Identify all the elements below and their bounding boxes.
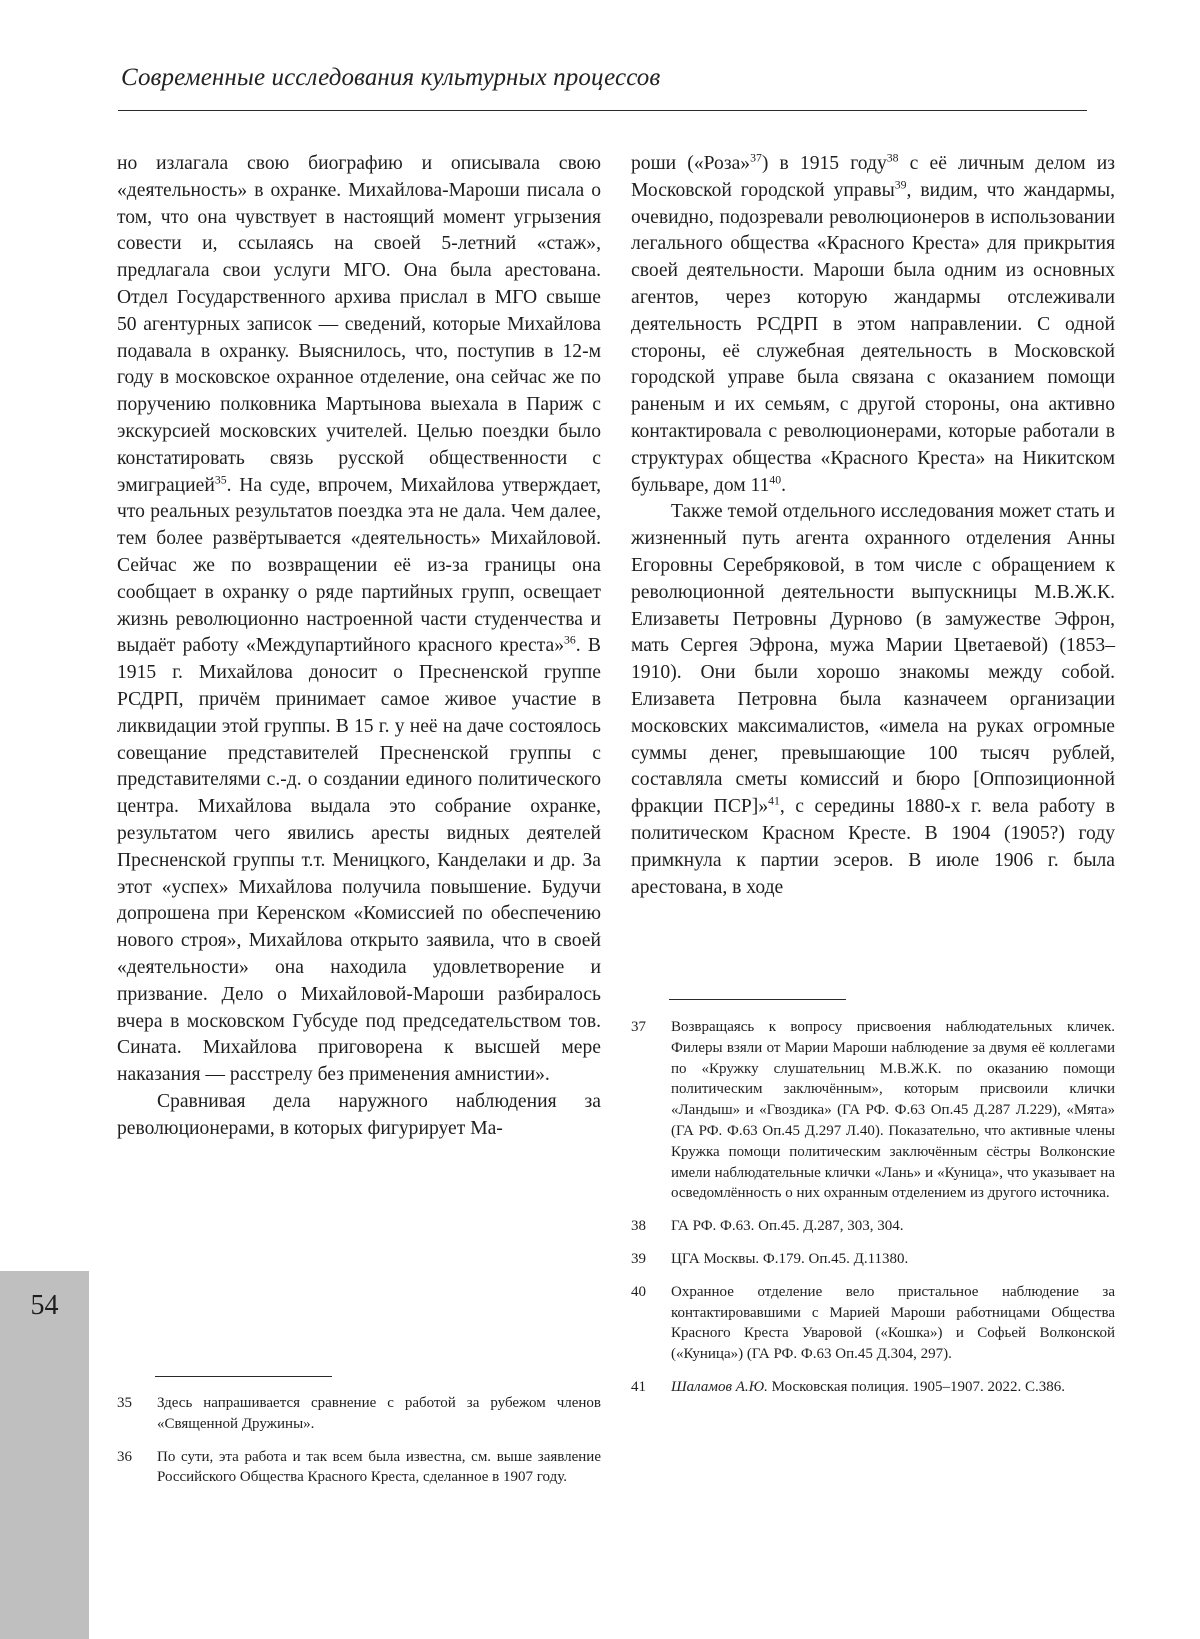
footnote-ref-38[interactable]: 38 [886,151,899,165]
footnote-text: Охранное отделение вело пристальное наблюдение за контактировавшими с Марией Мароши работницами Общества Красного Креста Уваровой («Кошка») и Софьей Волконской («Куница») (ГА РФ. Ф.63 Оп.45 Д.304, 297). [671,1283,1115,1363]
footnote-separator-right [669,999,846,1000]
running-head-title: Современные исследования культурных процессов [121,64,661,91]
footnote-ref-39[interactable]: 39 [894,178,907,192]
footnote-text: Московская полиция. 1905–1907. 2022. С.386. [767,1378,1065,1395]
footnote-ref-40[interactable]: 40 [769,473,782,487]
footnote-ref-41[interactable]: 41 [768,794,780,808]
footnote-separator-left [155,1376,332,1377]
footnotes-left [117,1393,601,1500]
footnote-text: Здесь напрашивается сравнение с работой за рубежом членов «Священной Дружины». [157,1395,601,1432]
footnote-39 [631,1249,1115,1270]
footnote-ref-35[interactable]: 35 [214,473,227,487]
footnote-number: 41 [631,1378,646,1395]
footnote-text: По сути, эта работа и так всем была известна, см. выше заявление Российского Общества Красного Креста, сделанное в 1907 году. [157,1448,601,1486]
footnote-ref-36[interactable]: 36 [564,633,576,647]
left-column-text [117,151,601,1142]
footnote-40 [631,1282,1115,1365]
footnote-text: ГА РФ. Ф.63. Оп.45. Д.287, 303, 304. [671,1218,904,1235]
footnote-number: 38 [631,1218,646,1235]
footnote-36 [117,1447,601,1489]
footnote-text: Возвращаясь к вопросу присвоения наблюдательных кличек. Филеры взяли от Марии Мароши наблюдение за двумя её коллегами по «Кружку слушательниц М.В.Ж.К. по оказанию помощи политическим заключённым», которым присвоили клички «Ландыш» и «Гвоздика» (ГА РФ. Ф.63 Оп.45 Д.287 Л.229), «Мята» (ГА РФ. Ф.63 Оп.45 Д.297 Л.40). Показательно, что активные члены Кружка помощи политическим заключённым сёстры Волконские имели наблюдательные клички «Лань» и «Куница», что указывает на осведомлённость о них охранным отделением из другого источника. [671,1019,1115,1202]
footnote-ref-37[interactable]: 37 [750,151,762,165]
header-rule [118,110,1087,111]
right-paragraph-2: Также темой отдельного исследования может стать и жизненный путь агента охранного отделения Анны Егоровны Серебряковой, в том числе с обращением к революционной деятельности выпускницы М.В.Ж.К. Елизаветы Петровны Дурново (в замужестве Эфрон, мать Сергея Эфрона, мужа Марии Цветаевой) (1853–1910). Они были хорошо знакомы между собой. Елизавета Петровна была казначеем организации московских максималистов, «имела на руках огромные суммы денег, превышающие 100 тысяч рублей, составляла сметы комиссий и бюро [Оппозиционной фракции ПСР]»$^{41}$, с середины 1880-х г. вела работу в политическом Красном Кресте. В 1904 (1905?) году примкнула к партии эсеров. В июле 1906 г. была арестована, в ходе [631,501,1115,898]
right-paragraph-1: роши («Роза»$^{37}$) в 1915 году$^{38}$ с её личным делом из Московской городской управы$^{39}$, видим, что жандармы, очевидно, подозревали революционеров в использовании легального общества «Красного Креста» для прикрытия своей деятельности. Мароши была одним из основных агентов, через которую жандармы отслеживали деятельность РСДРП в этом направлении. С одной стороны, её служебная деятельность в Московской городской управе была связана с оказанием помощи раненым и их семьям, с другой стороны, она активно контактировала с революционерами, которые работали в структурах общества «Красного Креста» на Никитском бульваре, дом $11^{40}$. [631,151,1116,496]
footnote-number: 35 [117,1395,132,1411]
page-number-tab [0,1271,89,1639]
right-column-text [631,151,1115,901]
footnote-number: 40 [631,1283,646,1300]
footnote-number: 36 [117,1448,132,1465]
footnote-number: 37 [631,1019,646,1035]
footnote-38 [631,1216,1115,1237]
footnote-37 [631,1017,1115,1204]
footnotes-right [631,1017,1115,1410]
footnote-author: Шаламов А.Ю. [671,1378,768,1395]
page-number: 54 [30,1290,59,1321]
footnote-text: ЦГА Москвы. Ф.179. Оп.45. Д.11380. [671,1250,909,1267]
footnote-35 [117,1393,601,1435]
footnote-41 [631,1377,1115,1398]
left-paragraph-2: Сравнивая дела наружного наблюдения за революционерами, в которых фигурирует Ма- [117,1090,601,1139]
left-paragraph-1: но излагала свою биографию и описывала свою «деятельность» в охранке. Михайлова-Мароши писала о том, что она чувствует в настоящий момент угрызения совести и, ссылаясь на своей 5-летний «стаж», предлагала свои услуги МГО. Она была арестована. Отдел Государственного архива прислал в МГО свыше 50 агентурных записок — сведений, которые Михайлова подавала в охранку. Выяснилось, что, поступив в 12-м году в московское охранное отделение, она сейчас же по поручению полковника Мартынова выехала в Париж с экскурсией московских учителей. Целью поездки было констатировать связь русской общественности с эмиграцией$^{35}$. На суде, впрочем, Михайлова утверждает, что реальных результатов поездка эта не дала. Чем далее, тем более развёртывается «деятельность» Михайловой. Сейчас же по возвращении её из-за границы она сообщает в охранку о ряде партийных групп, освещает жизнь революционно настроенной части студенчества и выдаёт работу «Междупартийного красного креста»$^{36}$. В 1915 г. Михайлова доносит о Пресненской группе РСДРП, причём принимает самое живое участие в ликвидации этой группы. В 15 г. у неё на даче состоялось совещание представителей Пресненской группы с представителями с.-д. о создании единого политического центра. Михайлова выдала это собрание охранке, результатом чего явились аресты видных деятелей Пресненской группы т.т. Меницкого, Канделаки и др. За этот «успех» Михайлова получила повышение. Будучи допрошена при Керенском «Комиссией по обеспечению нового строя», Михайлова открыто заявила, что в своей «деятельности» она находила удовлетворение и призвание. Дело о Михайловой-Мароши разбиралось вчера в московском Губсуде под председательством тов. Сината. Михайлова приговорена к высшей мере наказания — расстрелу без применения амнистии». [117,153,601,1086]
footnote-number: 39 [631,1250,646,1267]
